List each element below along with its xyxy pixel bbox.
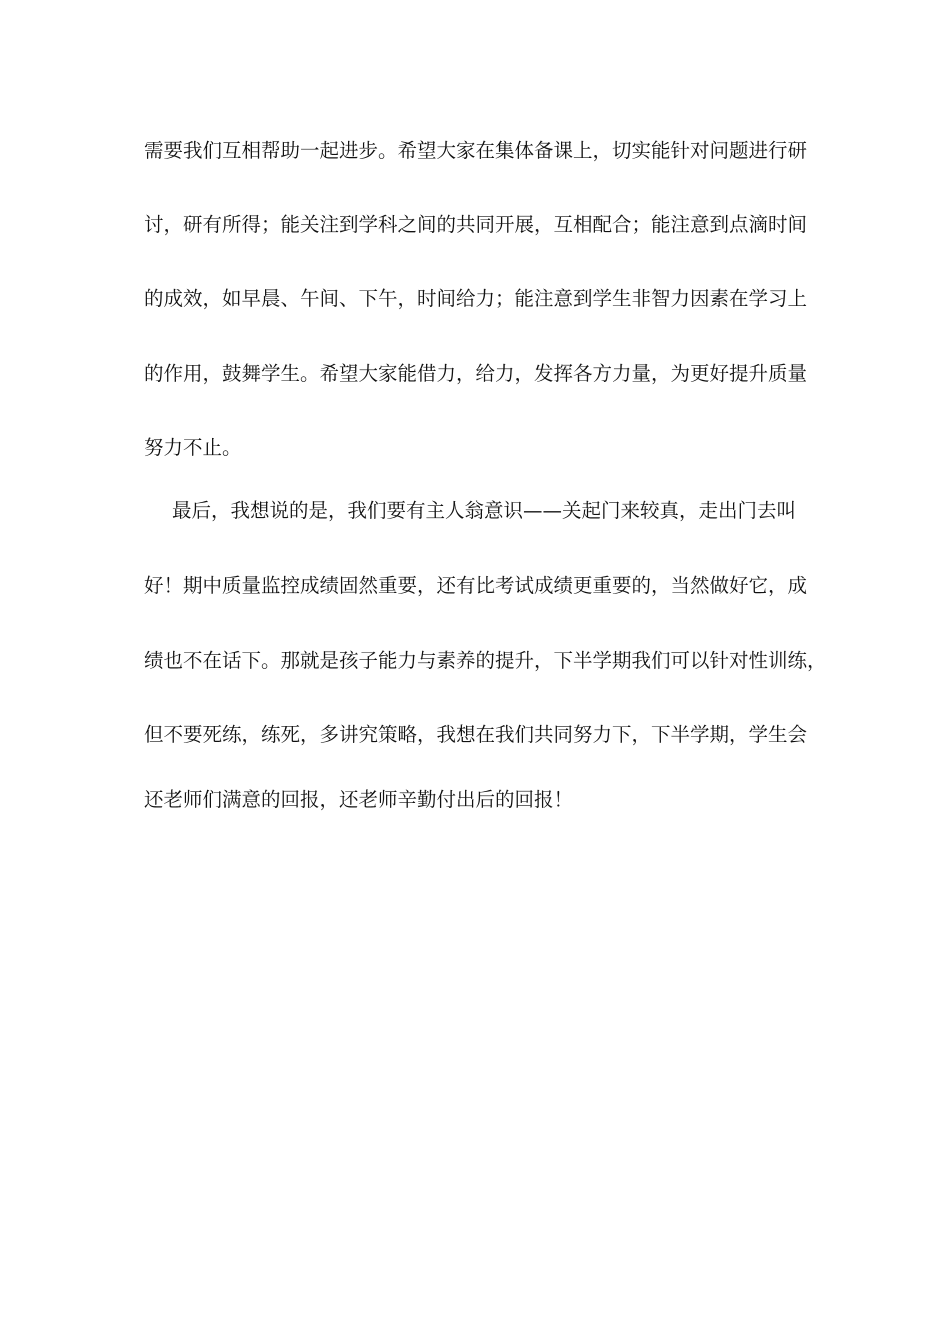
text-line: 绩也不在话下。那就是孩子能力与素养的提升，下半学期我们可以针对性训练， (144, 649, 827, 672)
paragraph-first-line: 最后，我想说的是，我们要有主人翁意识——关起门来较真，走出门去叫 (172, 499, 797, 522)
text-line: 的成效，如早晨、午间、下午，时间给力；能注意到学生非智力因素在学习上 (144, 287, 808, 310)
text-line: 努力不止。 (144, 436, 242, 459)
text-line: 讨，研有所得；能关注到学科之间的共同开展，互相配合；能注意到点滴时间 (144, 213, 808, 236)
text-line: 好！期中质量监控成绩固然重要，还有比考试成绩更重要的，当然做好它，成 (144, 574, 808, 597)
text-line: 还老师们满意的回报，还老师辛勤付出后的回报！ (144, 788, 574, 811)
text-line: 需要我们互相帮助一起进步。希望大家在集体备课上，切实能针对问题进行研 (144, 139, 808, 162)
text-line: 的作用，鼓舞学生。希望大家能借力，给力，发挥各方力量，为更好提升质量 (144, 362, 808, 385)
text-line: 但不要死练，练死，多讲究策略，我想在我们共同努力下，下半学期，学生会 (144, 723, 808, 746)
